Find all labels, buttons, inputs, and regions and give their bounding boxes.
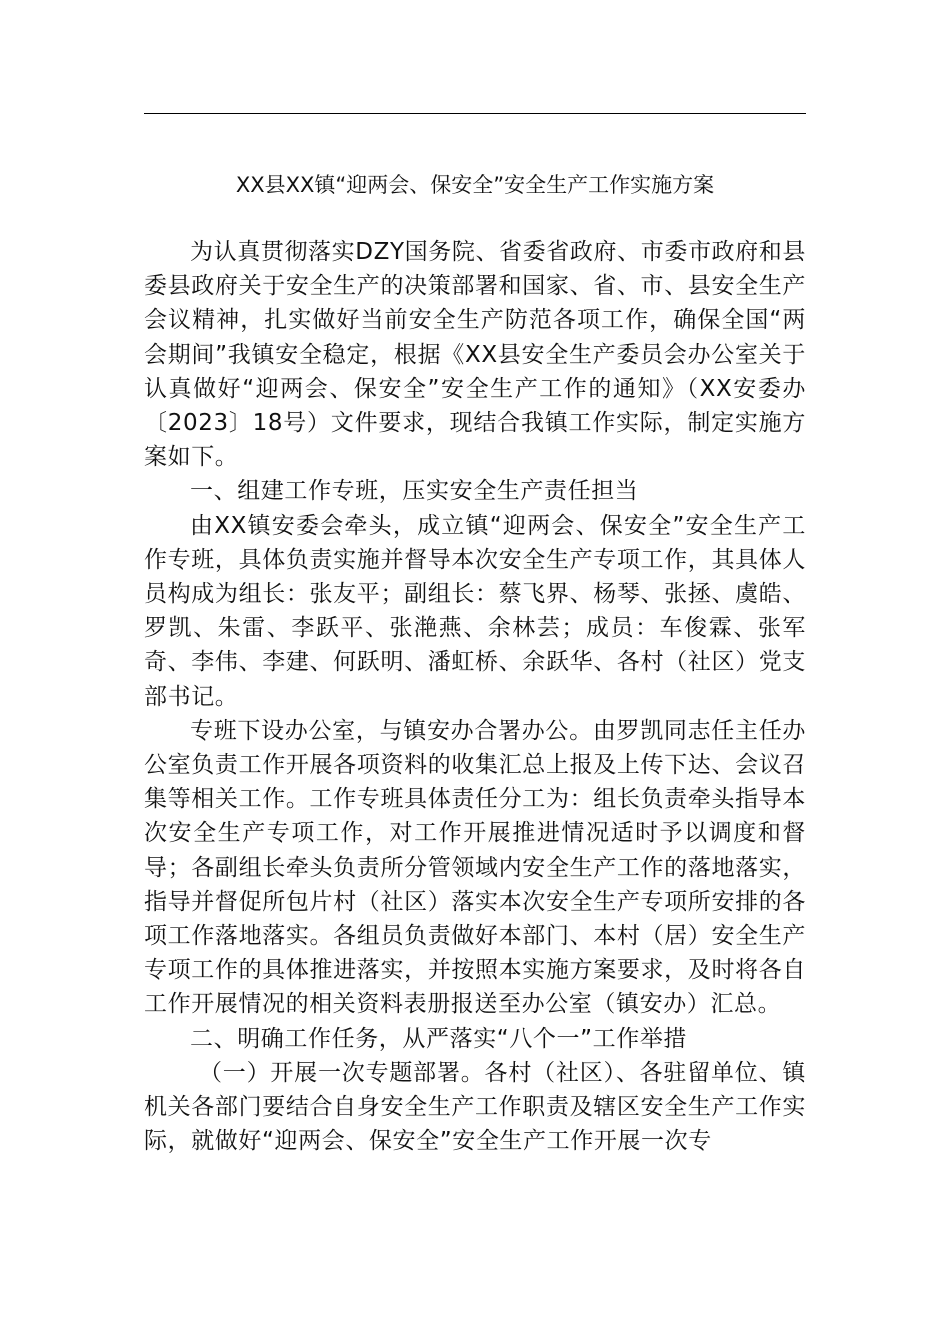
section-2-item-1: （一）开展一次专题部署。各村（社区）、各驻留单位、镇机关各部门要结合自身安全生产工作职责及辖区安全生产工作实际，就做好“迎两会、保安全”安全生产工作开展一次专	[144, 1059, 806, 1155]
intro-paragraph: 为认真贯彻落实DZY国务院、省委省政府、市委市政府和县委县政府关于安全生产的决策部署和国家、省、市、县安全生产会议精神，扎实做好当前安全生产防范各项工作，确保全国“两会期间”我镇安全稳定，根据《XX县安全生产委员会办公室关于认真做好“迎两会、保安全”安全生产工作的通知》（XX安委办〔2023〕18号）文件要求，现结合我镇工作实际，制定实施方案如下。	[144, 239, 806, 471]
document-title: XX县XX镇“迎两会、保安全”安全生产工作实施方案	[235, 173, 715, 197]
header-rule	[144, 113, 806, 114]
section-1-paragraph-2: 专班下设办公室，与镇安办合署办公。由罗凯同志任主任办公室负责工作开展各项资料的收集汇总上报及上传下达、会议召集等相关工作。工作专班具体责任分工为：组长负责牵头指导本次安全生产专项工作，对工作开展推进情况适时予以调度和督导；各副组长牵头负责所分管领域内安全生产工作的落地落实，指导并督促所包片村（社区）落实本次安全生产专项所安排的各项工作落地落实。各组员负责做好本部门、本村（居）安全生产专项工作的具体推进落实，并按照本实施方案要求，及时将各自工作开展情况的相关资料表册报送至办公室（镇安办）汇总。	[144, 717, 806, 1018]
section-heading-2: 二、明确工作任务，从严落实“八个一”工作举措	[190, 1025, 688, 1052]
document-body	[144, 235, 806, 1158]
section-heading-1: 一、组建工作专班，压实安全生产责任担当	[190, 478, 639, 505]
section-1-paragraph-1: 由XX镇安委会牵头，成立镇“迎两会、保安全”安全生产工作专班，具体负责实施并督导本次安全生产专项工作，其具体人员构成为组长：张友平；副组长：蔡飞界、杨琴、张拯、虞皓、罗凯、朱雷、李跃平、张滟燕、余林芸；成员：车俊霖、张军奇、李伟、李建、何跃明、潘虹桥、余跃华、各村（社区）党支部书记。	[144, 512, 806, 710]
